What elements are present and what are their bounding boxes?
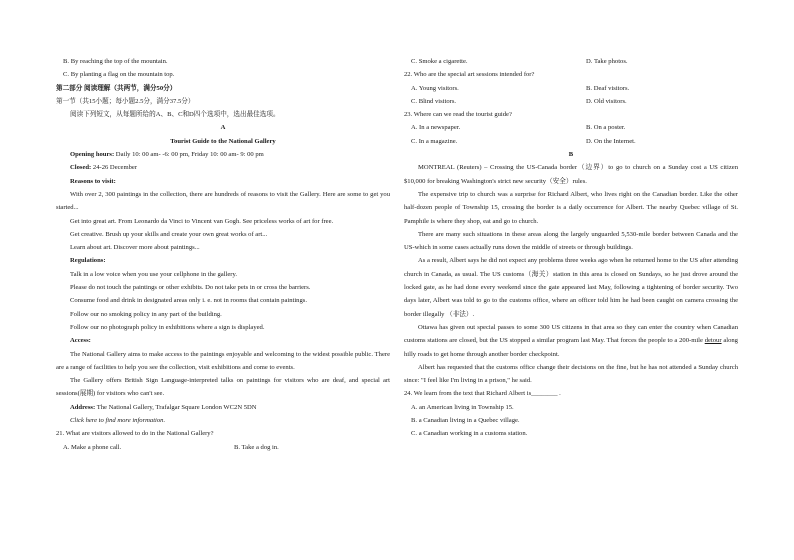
section-title: 第一节（共15小题；每小题2.5分，满分37.5分）: [56, 97, 195, 105]
closed-label: Closed:: [70, 164, 92, 172]
question-22-options-cd: [404, 95, 738, 108]
underlined-word-detour: detour: [704, 337, 722, 345]
opening-hours-text: Daily 10: 00 am- -6: 00 pm, Friday 10: 00 am- 9: 00 pm: [114, 151, 264, 159]
option-c-prev: C. By planting a flag on the mountain top.: [63, 71, 175, 79]
q23-option-c: C. In a magazine.: [411, 137, 458, 145]
passage-b-paragraph-1: MONTREAL (Reuters) – Crossing the US-Canada border（边界）to go to church on a Sunday cost a US citizen $10,000 for breaking Washington's strict new security（安全）rules.: [404, 164, 738, 185]
access-paragraph-2: The Gallery offers British Sign Language-interpreted talks on paintings for visitors who are deaf, and special art sessions(展期) for visitors who can't see.: [56, 377, 390, 398]
passage-b-paragraph-4: As a result, Albert says he did not expect any problems three weeks ago when he returned home to the US after attending church in Canada, as usual. The US customs（海关）station in this area is closed on Sundays, so he just drove around the locked gate, as he had done every weekend since the gate appeared last May, following a tightening of border security. Two days later, Albert was told to go to the customs office, where an officer told him he had been caught on camera crossing the border illegally （非法）.: [404, 257, 738, 318]
regulation-item: Follow our no photograph policy in exhibitions where a sign is displayed.: [70, 323, 265, 331]
address-line: [56, 401, 390, 414]
question-22: 22. Who are the special art sessions intended for?: [404, 71, 535, 79]
option-b-prev: B. By reaching the top of the mountain.: [63, 58, 168, 65]
reasons-paragraph-3: Get creative. Brush up your skills and create your own great works of art...: [70, 230, 268, 238]
q22-option-a: A. Young visitors.: [411, 84, 459, 92]
regulation-item: Follow our no smoking policy in any part of the building.: [70, 310, 222, 318]
passage-letter-b: B: [568, 151, 574, 159]
q24-option-b: B. a Canadian living in a Quebec village.: [411, 417, 520, 425]
instruction: 阅读下列短文，从每题所给的A、B、C和D四个选项中，选出最佳选项。: [70, 111, 280, 119]
reasons-paragraph-2: Get into great art. From Leonardo da Vinci to Vincent van Gogh. See priceless works of art for free.: [70, 217, 334, 225]
opening-hours: [56, 148, 390, 161]
reasons-paragraph-4: Learn about art. Discover more about paintings...: [70, 244, 200, 252]
left-column: [56, 55, 390, 454]
regulations-heading: Regulations:: [70, 257, 106, 265]
q23-option-b: B. On a poster.: [586, 124, 626, 132]
q23-option-d: D. On the Internet.: [586, 137, 636, 145]
address-text: The National Gallery, Trafalgar Square London WC2N 5DN: [95, 403, 257, 411]
question-21-options-ab: [56, 441, 390, 454]
q24-option-a: A. an American living in Township 15.: [411, 403, 514, 411]
q21-option-b: B. Take a dog in.: [234, 443, 279, 451]
question-23-options-ab: [404, 121, 738, 134]
regulation-item: Talk in a low voice when you use your cellphone in the gallery.: [70, 270, 238, 278]
access-heading: Access:: [70, 337, 91, 345]
passage-letter-a: A: [220, 124, 226, 132]
passage-b-paragraph-5: [404, 321, 738, 361]
access-paragraph-1: The National Gallery aims to make access to the paintings enjoyable and welcoming to the widest possible public. There are a range of facilities to help you see the collection, visit exhibitions and come to events.: [56, 350, 390, 371]
closed-text: 24-26 December: [91, 164, 138, 172]
passage-title: Tourist Guide to the National Gallery: [170, 137, 276, 145]
q22-option-c: C. Blind visitors.: [411, 97, 457, 105]
question-21: 21. What are visitors allowed to do in the National Gallery?: [56, 430, 214, 438]
passage-b-paragraph-2: The expensive trip to church was a surprise for Richard Albert, who lives right on the Canadian border. Like the other half-dozen people of Township 15, crossing the border is a daily occurrence for Albert. The nearby Quebec village of St. Pamphile is where they shop, eat and go to church.: [404, 190, 738, 225]
question-22-options-ab: [404, 82, 738, 95]
p5-text-after: along hilly roads to get home through another border checkpoint.: [404, 337, 738, 358]
q21-option-d: D. Take photos.: [586, 58, 628, 65]
passage-b-paragraph-6: Albert has requested that the customs office change their decisions on the fine, but he has not attended a Sunday church since: "I feel like I'm living in a prison," he said.: [404, 363, 738, 385]
reasons-paragraph-1: With over 2, 300 paintings in the collection, there are hundreds of reasons to visit the Gallery. Here are some to get you started...: [56, 190, 390, 212]
q22-option-d: D. Old visitors.: [586, 97, 627, 105]
question-23-options-cd: [404, 135, 738, 148]
more-info-link[interactable]: Click here to find more information.: [70, 417, 166, 425]
regulation-item: Please do not touch the paintings or other exhibits. Do not take pets in or cross the barriers.: [70, 284, 311, 292]
passage-b-paragraph-3: There are many such situations in these areas along the largely unguarded 5,530-mile border between Canada and the US-which in some cases actually runs down the middle of streets or through buildings.: [404, 230, 738, 252]
q21-option-c: C. Smoke a cigarette.: [411, 58, 468, 65]
right-column: [404, 55, 738, 441]
q24-option-c: C. a Canadian working in a customs station.: [411, 430, 528, 438]
reasons-heading: Reasons to visit:: [70, 177, 116, 185]
regulation-item: Consume food and drink in designated areas only i. e. not in rooms that contain paintings.: [70, 297, 307, 305]
closed-dates: [56, 161, 390, 174]
p5-text-before: Ottawa has given out special passes to some 300 US citizens in that area so they can enter the country when Canadian customs stations are closed, but the US stopped a similar program last May. That forces the people to a 200-mile: [404, 323, 738, 345]
question-23: 23. Where can we read the tourist guide?: [404, 111, 512, 119]
q21-option-a: A. Make a phone call.: [63, 443, 122, 451]
question-24: 24. We learn from the text that Richard Albert is________ .: [404, 390, 561, 398]
q23-option-a: A. In a newspaper.: [411, 124, 461, 132]
address-label: Address:: [70, 403, 96, 411]
q22-option-b: B. Deaf visitors.: [586, 84, 630, 92]
opening-hours-label: Opening hours:: [70, 151, 115, 159]
question-21-options-cd: [404, 55, 738, 68]
part-title: 第二部分 阅读理解（共两节，满分50分）: [56, 84, 177, 92]
